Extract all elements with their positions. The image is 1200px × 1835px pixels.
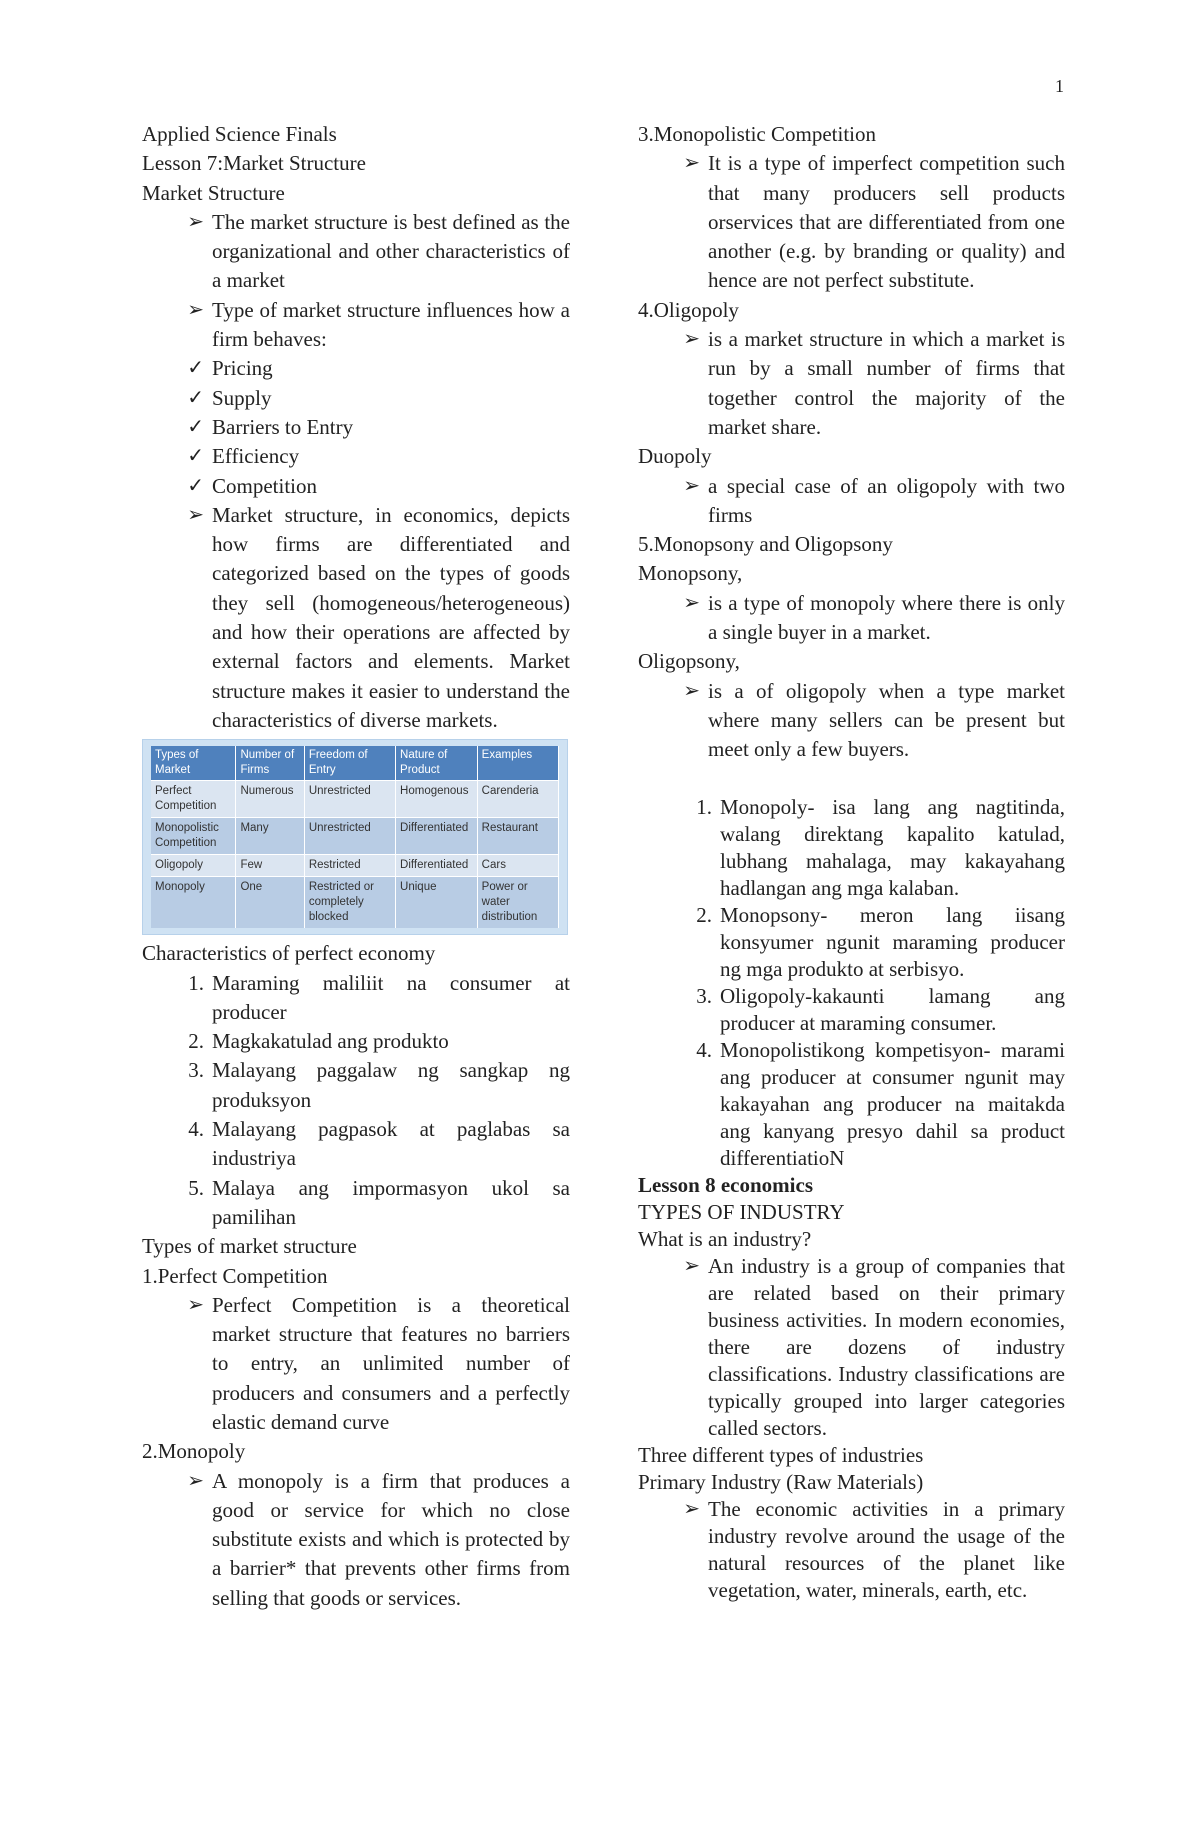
lesson-7-heading: Lesson 7:Market Structure — [142, 151, 366, 176]
list-item: ➢ is a market structure in which a market is run by a small number of firms that together control the majority of the market share. — [638, 325, 1065, 442]
checkmark-icon: ✓ — [187, 415, 204, 438]
list-item: ➢ Perfect Competition is a theoretical market structure that features no barriers to entry, an unlimited number of producers and consumers and a perfectly elastic demand curve — [142, 1291, 570, 1437]
monopolistic-heading: 3.Monopolistic Competition — [638, 122, 877, 146]
monopsony-oligopsony-heading: 5.Monopsony and Oligopsony — [638, 532, 893, 557]
list-item: 3. Oligopoly-kakaunti lamang ang producer at maraming consumer. — [696, 983, 1065, 1035]
right-column — [638, 120, 1065, 1604]
page-number: 1 — [1055, 76, 1064, 96]
list-item: 3. Malayang paggalaw ng sangkap ng produksyon — [188, 1058, 570, 1112]
check-item: ✓ Barriers to Entry — [142, 413, 570, 442]
list-item: 1. Monopoly- isa lang ang nagtitinda, walang direktang kapalito katulad, lubhang mahalaga, may kakayahang hadlangan ang mga kalaban. — [696, 794, 1065, 900]
arrow-bullet-icon: ➢ — [683, 1497, 700, 1520]
table-header: Freedom of Entry — [304, 746, 395, 781]
oligopsony-label: Oligopsony, — [638, 649, 740, 674]
list-item: ➢ is a of oligopoly when a type market where many sellers can be present but meet only a few buyers. — [638, 677, 1065, 765]
checkmark-icon: ✓ — [187, 386, 204, 409]
arrow-bullet-icon: ➢ — [683, 152, 700, 175]
list-item: ➢ The economic activities in a primary industry revolve around the usage of the natural resources of the planet like vegetation, water, minerals, earth, etc. — [638, 1496, 1065, 1604]
list-item: ➢ is a type of monopoly where there is only a single buyer in a market. — [638, 589, 1065, 648]
list-item: 2. Monopsony- meron lang iisang konsyumer ngunit maraming producer ng mga produkto at serbisyo. — [696, 902, 1065, 981]
arrow-bullet-icon: ➢ — [187, 1469, 204, 1492]
market-structure-heading: Market Structure — [142, 180, 285, 205]
check-item: ✓ Competition — [142, 472, 570, 501]
arrow-bullet-icon: ➢ — [683, 679, 700, 702]
list-item: ➢ It is a type of imperfect competition such that many producers sell products orservices that are differentiated from one another (e.g. by branding or quality) and hence are not perfect substitute. — [638, 149, 1065, 295]
market-types-table — [151, 746, 559, 928]
list-item: 5. Malaya ang impormasyon ukol sa pamilihan — [188, 1175, 570, 1229]
checkmark-icon: ✓ — [187, 474, 204, 497]
perfect-economy-heading: Characteristics of perfect economy — [142, 941, 436, 966]
types-heading: Types of market structure — [142, 1234, 357, 1259]
market-types-table-image — [142, 739, 568, 935]
duopoly-heading: Duopoly — [638, 444, 712, 469]
table-row: Monopoly One Restricted or completely blocked Unique Power or water distribution — [151, 877, 559, 929]
check-item: ✓ Supply — [142, 384, 570, 413]
checkmark-icon: ✓ — [187, 445, 204, 468]
list-item: 2. Magkakatulad ang produkto — [188, 1029, 449, 1054]
list-item: ➢ Market structure, in economics, depicts how firms are differentiated and categorized based on the types of goods they sell (homogeneous/heterogeneous) and how their operations are affected by external factors and elements. Market structure makes it easier to understand the characteristics of diverse markets. — [142, 501, 570, 735]
monopoly-heading: 2.Monopoly — [142, 1439, 246, 1464]
table-header: Types of Market — [151, 746, 236, 781]
primary-industry-heading: Primary Industry (Raw Materials) — [638, 1469, 924, 1494]
list-item: 4. Monopolistikong kompetisyon- marami ang producer at consumer ngunit may kakayahan ang producer na maitakda ang kanyang presyo dahil sa product differentiatioN — [696, 1037, 1065, 1170]
list-item: ➢ A monopoly is a firm that produces a good or service for which no close substitute exists and which is protected by a barrier* that prevents other firms from selling that goods or services. — [142, 1467, 570, 1613]
arrow-bullet-icon: ➢ — [187, 298, 204, 321]
table-row: Perfect Competition Numerous Unrestricted Homogenous Carenderia — [151, 781, 559, 818]
table-row: Monopolistic Competition Many Unrestricted Differentiated Restaurant — [151, 818, 559, 855]
arrow-bullet-icon: ➢ — [187, 1293, 204, 1316]
left-column — [142, 120, 570, 1613]
perfect-competition-heading: 1.Perfect Competition — [142, 1263, 328, 1288]
types-of-industry-heading: TYPES OF INDUSTRY — [638, 1199, 845, 1224]
arrow-bullet-icon: ➢ — [683, 328, 700, 351]
list-item: ➢ An industry is a group of companies that are related based on their primary business activities. In modern economies, there are dozens of industry classifications. Industry classifications are typically grouped into larger categories called sectors. — [638, 1253, 1065, 1442]
arrow-bullet-icon: ➢ — [683, 474, 700, 497]
arrow-bullet-icon: ➢ — [683, 1254, 700, 1277]
document-title: Applied Science Finals — [142, 122, 337, 146]
list-item: ➢ Type of market structure influences how a firm behaves: — [142, 296, 570, 355]
table-header: Number of Firms — [236, 746, 304, 781]
check-item: ✓ Pricing — [142, 354, 570, 383]
table-header: Examples — [477, 746, 558, 781]
table-row: Oligopoly Few Restricted Differentiated Cars — [151, 855, 559, 877]
checkmark-icon: ✓ — [187, 357, 204, 380]
industry-question: What is an industry? — [638, 1226, 812, 1251]
arrow-bullet-icon: ➢ — [187, 503, 204, 526]
check-item: ✓ Efficiency — [142, 442, 570, 471]
arrow-bullet-icon: ➢ — [187, 210, 204, 233]
list-item: 1. Maraming maliliit na consumer at producer — [188, 970, 570, 1024]
arrow-bullet-icon: ➢ — [683, 591, 700, 614]
list-item: ➢ The market structure is best defined as the organizational and other characteristics of a market — [142, 208, 570, 296]
oligopoly-heading: 4.Oligopoly — [638, 297, 739, 322]
list-item: ➢ a special case of an oligopoly with two firms — [638, 472, 1065, 531]
lesson-8-heading: Lesson 8 economics — [638, 1172, 813, 1197]
table-header: Nature of Product — [396, 746, 478, 781]
list-item: 4. Malayang pagpasok at paglabas sa industriya — [188, 1117, 570, 1171]
monopsony-label: Monopsony, — [638, 561, 743, 586]
tagalog-list — [638, 794, 1065, 1172]
three-types-heading: Three different types of industries — [638, 1442, 924, 1467]
